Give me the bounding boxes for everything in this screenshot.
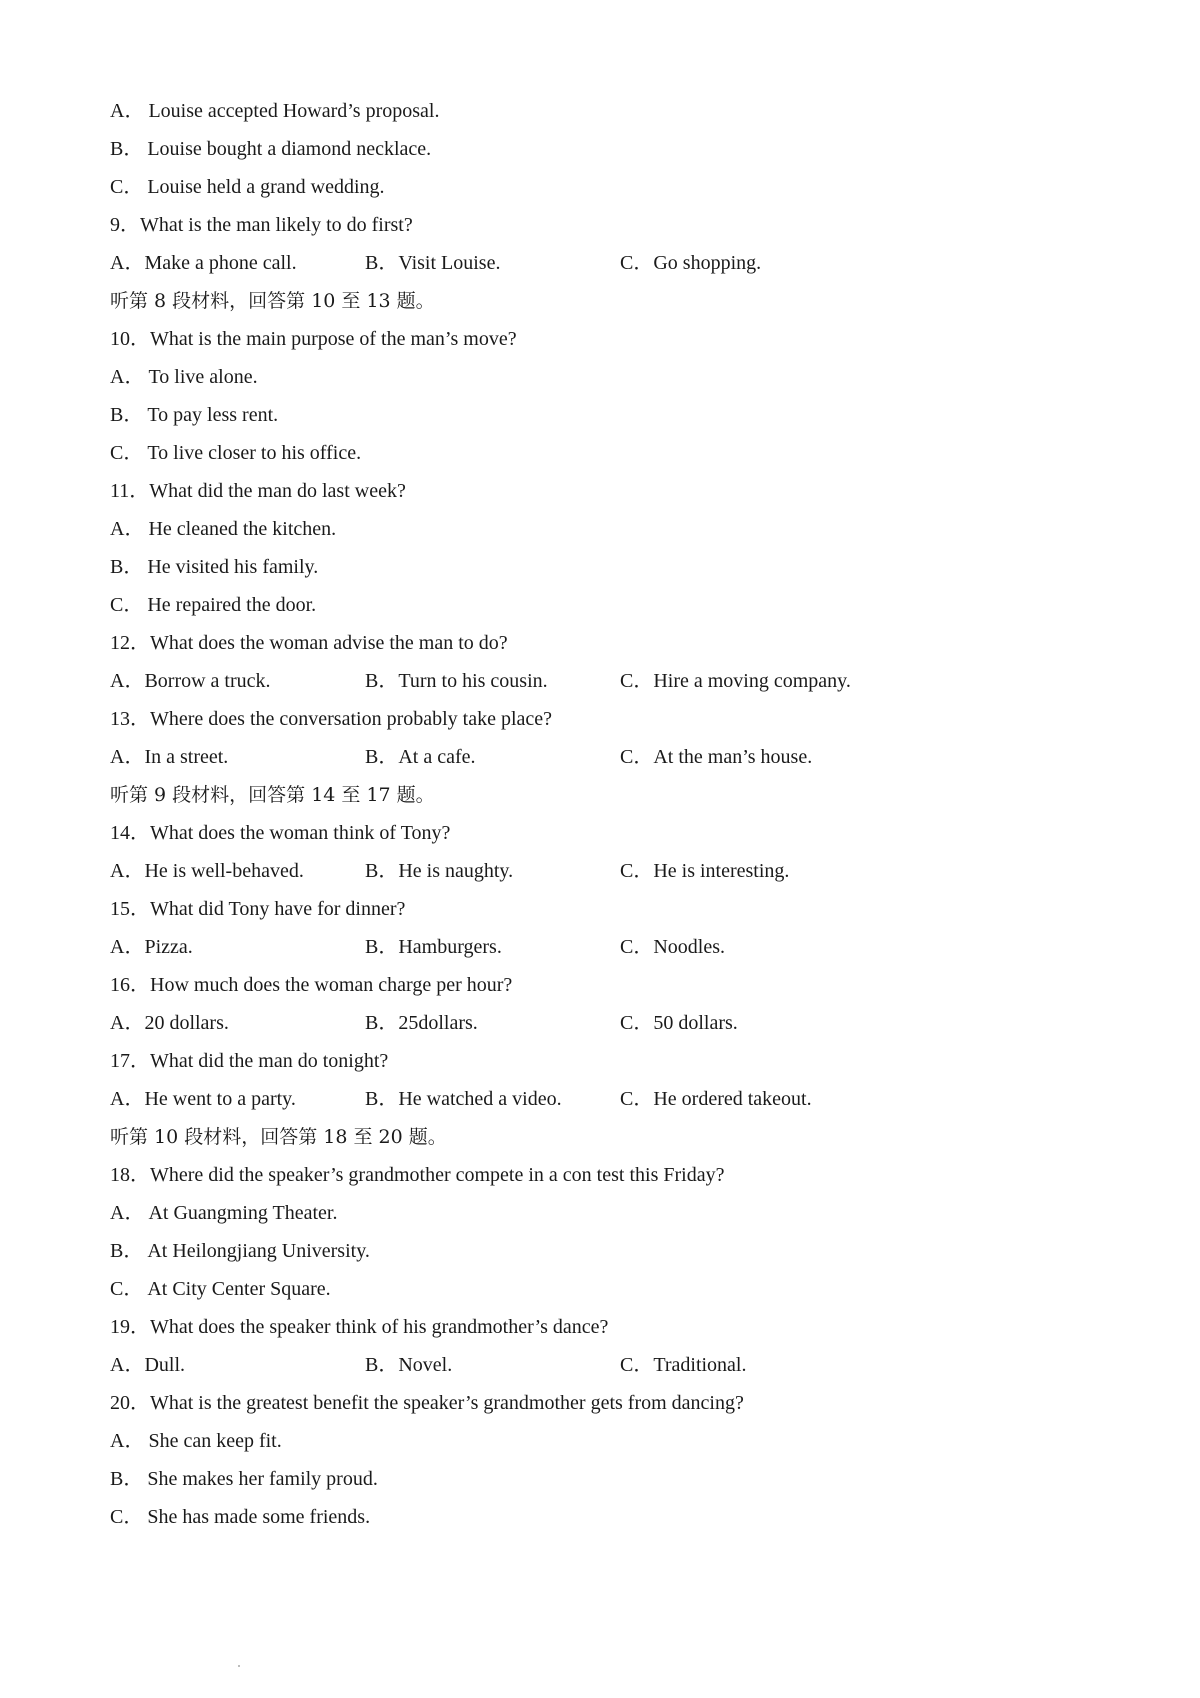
answer-option bbox=[110, 586, 1110, 624]
answer-option-b: B．At a cafe. bbox=[365, 746, 476, 768]
option-text: Louise held a grand wedding. bbox=[147, 176, 385, 198]
question-text: 9．What is the man likely to do first? bbox=[110, 214, 413, 236]
question-text: 16．How much does the woman charge per hour? bbox=[110, 974, 513, 996]
answer-option bbox=[110, 510, 1110, 548]
answer-option-a: A．Borrow a truck. bbox=[110, 670, 271, 692]
option-label: B． bbox=[110, 1468, 144, 1490]
answer-option bbox=[110, 1232, 1110, 1270]
option-label: A． bbox=[110, 1202, 145, 1224]
option-text: At Guangming Theater. bbox=[148, 1202, 338, 1224]
answer-option bbox=[110, 1460, 1110, 1498]
answer-option bbox=[110, 396, 1110, 434]
section-instruction: 听第 10 段材料，回答第 18 至 20 题。 bbox=[110, 1126, 447, 1148]
answer-option-row bbox=[110, 852, 1110, 890]
answer-option-c: C．At the man’s house. bbox=[620, 746, 813, 768]
option-label: B． bbox=[110, 556, 144, 578]
option-label: C． bbox=[110, 442, 144, 464]
answer-option bbox=[110, 1422, 1110, 1460]
answer-option-c: C．50 dollars. bbox=[620, 1012, 738, 1034]
answer-option-a: A．Dull. bbox=[110, 1354, 185, 1376]
answer-option-row bbox=[110, 1080, 1110, 1118]
option-text: To live closer to his office. bbox=[147, 442, 362, 464]
answer-option-a: A．In a street. bbox=[110, 746, 229, 768]
answer-option-b: B．Visit Louise. bbox=[365, 252, 501, 274]
option-label: C． bbox=[110, 176, 144, 198]
question-text: 12．What does the woman advise the man to do? bbox=[110, 632, 508, 654]
exam-page bbox=[110, 92, 1110, 1536]
answer-option bbox=[110, 1498, 1110, 1536]
answer-option-c: C．Go shopping. bbox=[620, 252, 762, 274]
question-text: 17．What did the man do tonight? bbox=[110, 1050, 389, 1072]
option-label: B． bbox=[110, 1240, 144, 1262]
option-label: A． bbox=[110, 100, 145, 122]
answer-option-a: A．Pizza. bbox=[110, 936, 193, 958]
section-instruction: 听第 9 段材料，回答第 14 至 17 题。 bbox=[110, 784, 435, 806]
option-text: She has made some friends. bbox=[147, 1506, 371, 1528]
option-text: He repaired the door. bbox=[147, 594, 317, 616]
answer-option-row bbox=[110, 928, 1110, 966]
option-text: Louise bought a diamond necklace. bbox=[147, 138, 432, 160]
answer-option-c: C．Hire a moving company. bbox=[620, 670, 851, 692]
option-text: She makes her family proud. bbox=[147, 1468, 378, 1490]
option-label: B． bbox=[110, 138, 144, 160]
answer-option-b: B．He is naughty. bbox=[365, 860, 514, 882]
option-text: To pay less rent. bbox=[147, 404, 279, 426]
answer-option-b: B．He watched a video. bbox=[365, 1088, 562, 1110]
scan-speck bbox=[238, 1665, 240, 1667]
answer-option-a: A．Make a phone call. bbox=[110, 252, 297, 274]
answer-option-c: C．He is interesting. bbox=[620, 860, 790, 882]
answer-option-a: A．He is well-behaved. bbox=[110, 860, 304, 882]
option-label: A． bbox=[110, 366, 145, 388]
answer-option bbox=[110, 168, 1110, 206]
section-instruction: 听第 8 段材料，回答第 10 至 13 题。 bbox=[110, 290, 435, 312]
answer-option-a: A．He went to a party. bbox=[110, 1088, 296, 1110]
answer-option-a: A．20 dollars. bbox=[110, 1012, 229, 1034]
option-text: He cleaned the kitchen. bbox=[148, 518, 337, 540]
answer-option-c: C．He ordered takeout. bbox=[620, 1088, 812, 1110]
question-text: 15．What did Tony have for dinner? bbox=[110, 898, 406, 920]
answer-option-row bbox=[110, 1004, 1110, 1042]
option-text: Louise accepted Howard’s proposal. bbox=[148, 100, 440, 122]
option-label: A． bbox=[110, 518, 145, 540]
option-text: At City Center Square. bbox=[147, 1278, 331, 1300]
answer-option-b: B．Turn to his cousin. bbox=[365, 670, 548, 692]
answer-option-c: C．Noodles. bbox=[620, 936, 725, 958]
question-text: 13．Where does the conversation probably take place? bbox=[110, 708, 553, 730]
option-text: To live alone. bbox=[148, 366, 258, 388]
answer-option bbox=[110, 1194, 1110, 1232]
question-text: 14．What does the woman think of Tony? bbox=[110, 822, 451, 844]
answer-option-row bbox=[110, 662, 1110, 700]
answer-option-b: B．Hamburgers. bbox=[365, 936, 502, 958]
answer-option bbox=[110, 92, 1110, 130]
option-label: A． bbox=[110, 1430, 145, 1452]
answer-option bbox=[110, 434, 1110, 472]
option-text: At Heilongjiang University. bbox=[147, 1240, 370, 1262]
answer-option-row bbox=[110, 738, 1110, 776]
option-label: C． bbox=[110, 1506, 144, 1528]
option-text: She can keep fit. bbox=[148, 1430, 282, 1452]
answer-option bbox=[110, 548, 1110, 586]
question-text: 11．What did the man do last week? bbox=[110, 480, 406, 502]
answer-option bbox=[110, 130, 1110, 168]
question-text: 18．Where did the speaker’s grandmother compete in a con test this Friday? bbox=[110, 1164, 725, 1186]
answer-option-b: B．25dollars. bbox=[365, 1012, 478, 1034]
option-label: C． bbox=[110, 1278, 144, 1300]
question-text: 20．What is the greatest benefit the speaker’s grandmother gets from dancing? bbox=[110, 1392, 744, 1414]
answer-option bbox=[110, 1270, 1110, 1308]
answer-option-c: C．Traditional. bbox=[620, 1354, 747, 1376]
question-text: 10．What is the main purpose of the man’s move? bbox=[110, 328, 517, 350]
option-text: He visited his family. bbox=[147, 556, 319, 578]
question-text: 19．What does the speaker think of his grandmother’s dance? bbox=[110, 1316, 609, 1338]
option-label: C． bbox=[110, 594, 144, 616]
option-label: B． bbox=[110, 404, 144, 426]
answer-option-row bbox=[110, 244, 1110, 282]
answer-option-row bbox=[110, 1346, 1110, 1384]
answer-option-b: B．Novel. bbox=[365, 1354, 453, 1376]
answer-option bbox=[110, 358, 1110, 396]
